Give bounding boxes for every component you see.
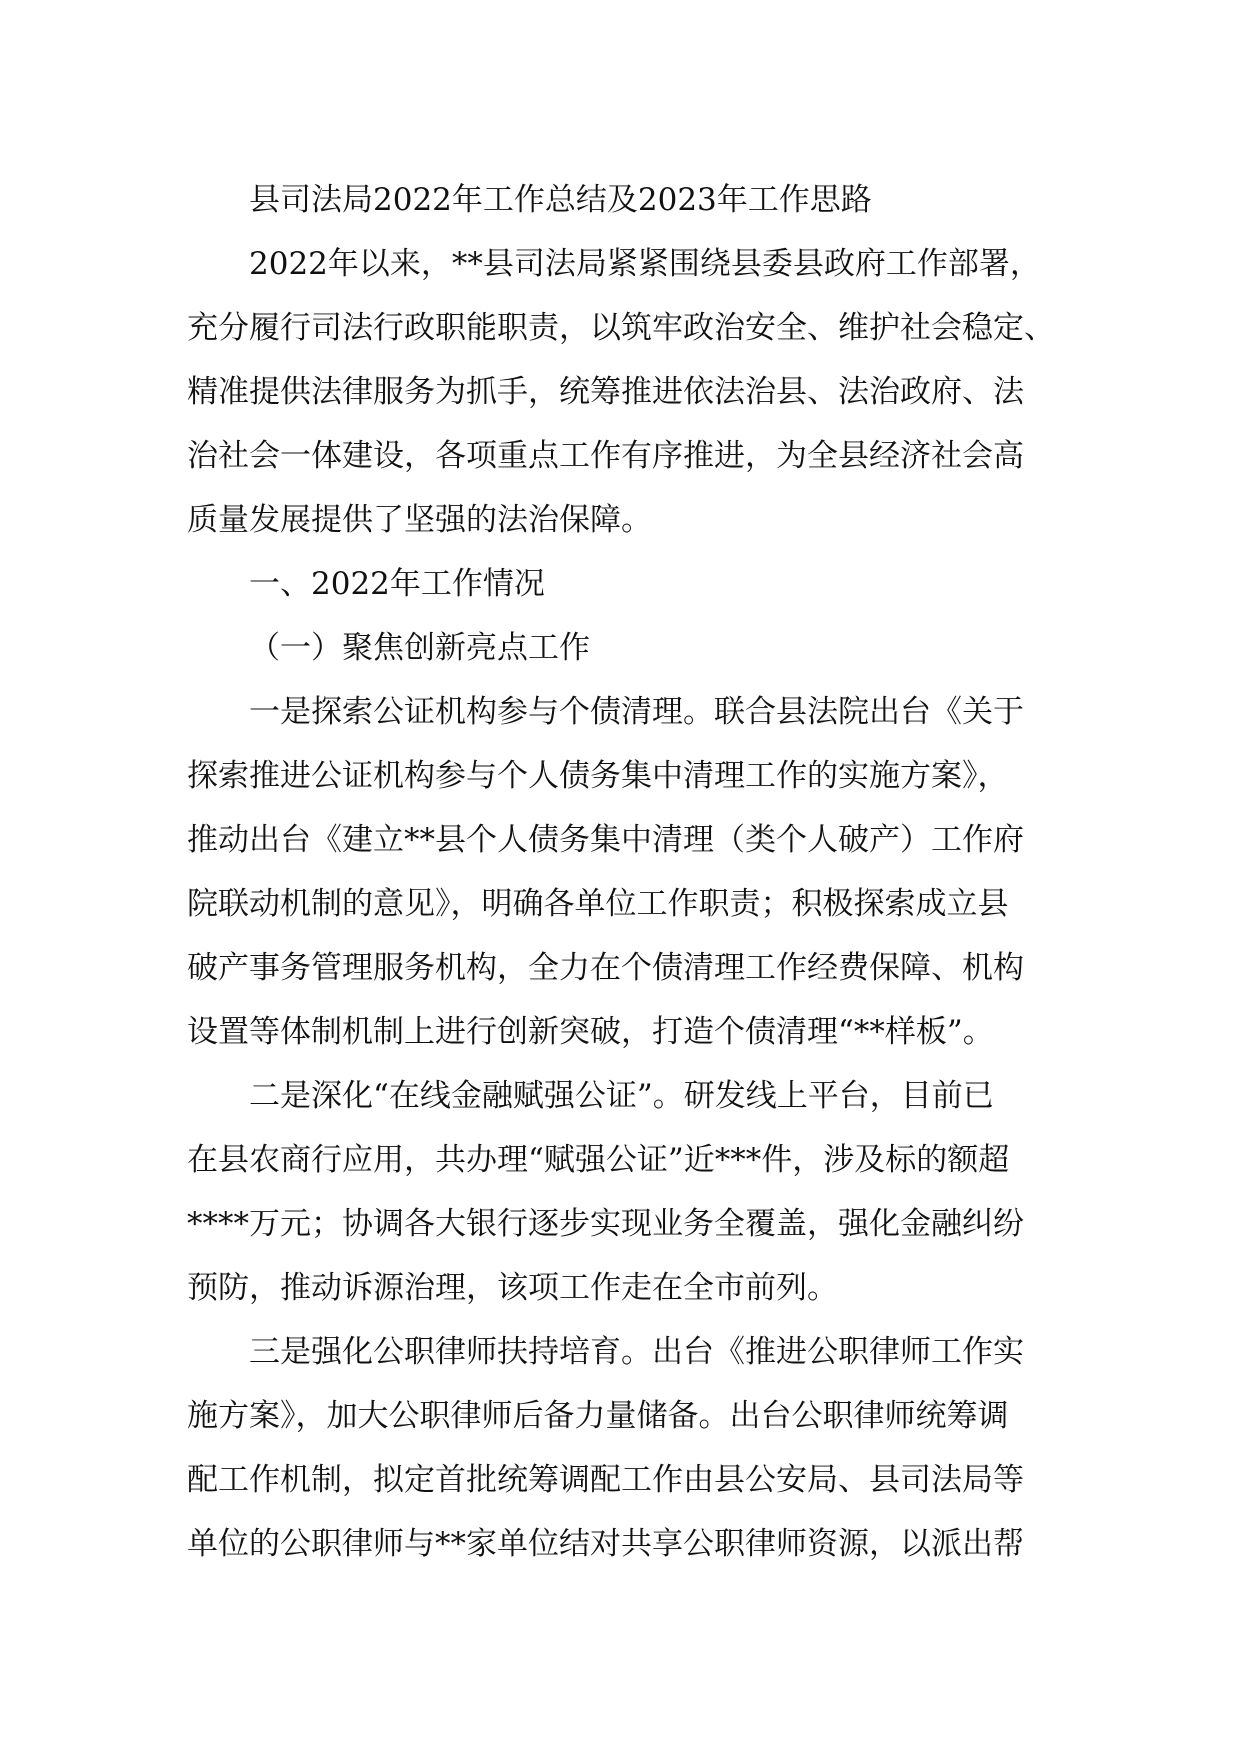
item-one-line: 推动出台《建立**县个人债务集中清理（类个人破产）工作府 (187, 822, 1024, 858)
section-heading: 一、2022年工作情况 (249, 566, 545, 602)
item-three-line: 三是强化公职律师扶持培育。出台《推进公职律师工作实 (249, 1334, 1024, 1370)
item-three-line: 配工作机制，拟定首批统筹调配工作由县公安局、县司法局等 (187, 1462, 1024, 1498)
intro-line: 质量发展提供了坚强的法治保障。 (187, 502, 652, 538)
item-two-line: 预防，推动诉源治理，该项工作走在全市前列。 (187, 1270, 838, 1306)
item-three-line: 施方案》，加大公职律师后备力量储备。出台公职律师统筹调 (187, 1398, 1009, 1434)
item-one-line: 院联动机制的意见》，明确各单位工作职责；积极探索成立县 (187, 886, 1009, 922)
item-three-line: 单位的公职律师与**家单位结对共享公职律师资源，以派出帮 (187, 1526, 1024, 1562)
item-one-line: 探索推进公证机构参与个人债务集中清理工作的实施方案》， (187, 758, 1009, 794)
subsection-heading: （一）聚焦创新亮点工作 (249, 630, 590, 666)
intro-line: 治社会一体建设，各项重点工作有序推进，为全县经济社会高 (187, 438, 1024, 474)
item-one-line: 一是探索公证机构参与个债清理。联合县法院出台《关于 (249, 694, 1024, 730)
item-two-line: ****万元；协调各大银行逐步实现业务全覆盖，强化金融纠纷 (187, 1206, 1024, 1242)
item-two-line: 二是深化“在线金融赋强公证”。研发线上平台，目前已 (249, 1078, 994, 1114)
item-two-line: 在县农商行应用，共办理“赋强公证”近***件，涉及标的额超 (187, 1142, 1010, 1178)
item-one-line: 设置等体制机制上进行创新突破，打造个债清理“**样板”。 (187, 1014, 994, 1050)
document-body (187, 168, 1057, 1576)
intro-line: 精准提供法律服务为抓手，统筹推进依法治县、法治政府、法 (187, 374, 1024, 410)
intro-line: 充分履行司法行政职能职责，以筑牢政治安全、维护社会稳定、 (187, 310, 1055, 346)
document-title: 县司法局2022年工作总结及2023年工作思路 (249, 182, 872, 218)
item-one-line: 破产事务管理服务机构，全力在个债清理工作经费保障、机构 (187, 950, 1024, 986)
intro-line: 2022年以来，**县司法局紧紧围绕县委县政府工作部署， (249, 246, 1041, 282)
